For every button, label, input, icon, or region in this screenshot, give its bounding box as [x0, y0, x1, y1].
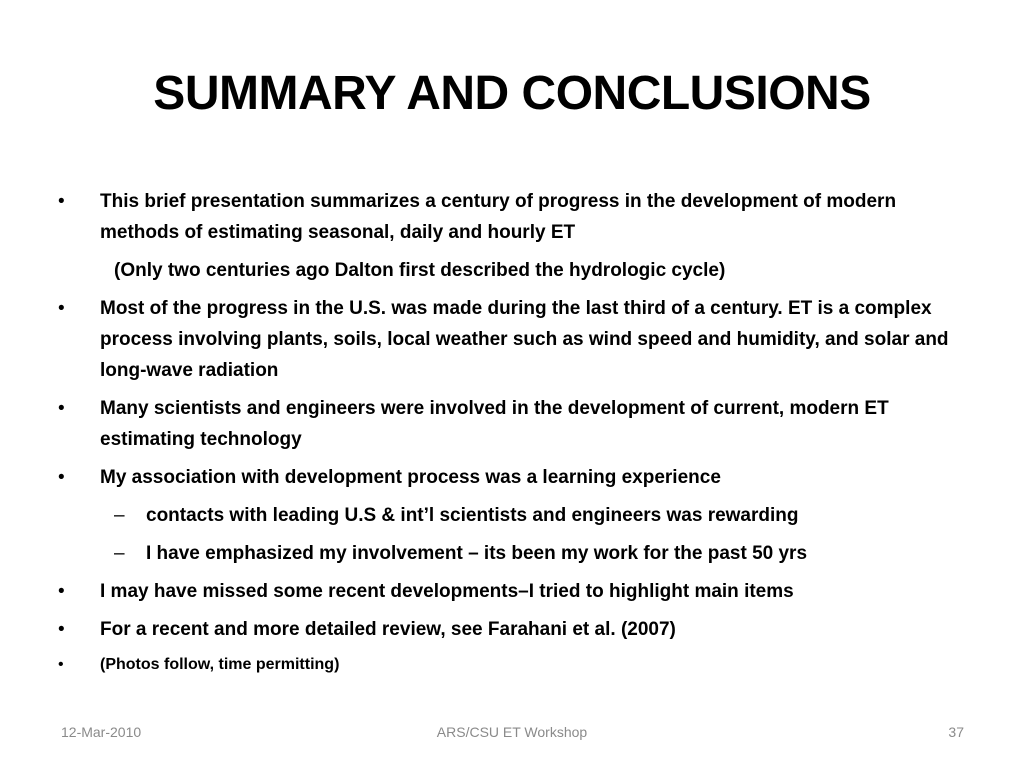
bullet-text: contacts with leading U.S & int’l scientists and engineers was rewarding: [146, 505, 799, 526]
bullet-item: [58, 576, 978, 607]
slide-title: SUMMARY AND CONCLUSIONS: [153, 67, 871, 120]
footer-date: 12-Mar-2010: [61, 724, 142, 740]
bullet-text: I have emphasized my involvement – its been my work for the past 50 yrs: [146, 543, 808, 564]
bullet-item: [58, 652, 978, 678]
bullet-text: (Only two centuries ago Dalton first described the hydrologic cycle): [114, 260, 726, 281]
bullet-text: My association with development process was a learning experience: [100, 467, 721, 488]
bullet-text: Many scientists and engineers were involved in the development of current, modern ET estimating technology: [100, 398, 889, 450]
bullet-item: [58, 462, 978, 493]
bullet-marker: •: [58, 467, 65, 488]
bullet-marker: •: [58, 581, 65, 602]
dash-marker: –: [114, 543, 125, 564]
bullet-text: I may have missed some recent developments–I tried to highlight main items: [100, 581, 794, 602]
bullet-text: Most of the progress in the U.S. was made during the last third of a century. ET is a complex process involving plants, soils, local weather such as wind speed and humidity, and solar and long-wave radiation: [100, 298, 949, 381]
page-number: 37: [948, 724, 964, 740]
bullet-marker: •: [58, 619, 65, 640]
sub-bullet-item: [58, 538, 978, 569]
bullet-marker: •: [58, 656, 64, 673]
bullet-list: [58, 186, 978, 685]
bullet-item: [58, 614, 978, 645]
footer-title: ARS/CSU ET Workshop: [436, 724, 588, 740]
bullet-text: This brief presentation summarizes a century of progress in the development of modern methods of estimating seasonal, daily and hourly ET: [100, 191, 897, 243]
bullet-item: [58, 393, 978, 455]
bullet-text: For a recent and more detailed review, see Farahani et al. (2007): [100, 619, 676, 640]
bullet-item: [58, 186, 978, 248]
sub-bullet-item: [58, 500, 978, 531]
bullet-marker: •: [58, 398, 65, 419]
dash-marker: –: [114, 505, 125, 526]
bullet-note: [58, 255, 978, 286]
bullet-item: [58, 293, 978, 386]
bullet-marker: •: [58, 191, 65, 212]
bullet-marker: •: [58, 298, 65, 319]
bullet-text: (Photos follow, time permitting): [100, 656, 340, 673]
